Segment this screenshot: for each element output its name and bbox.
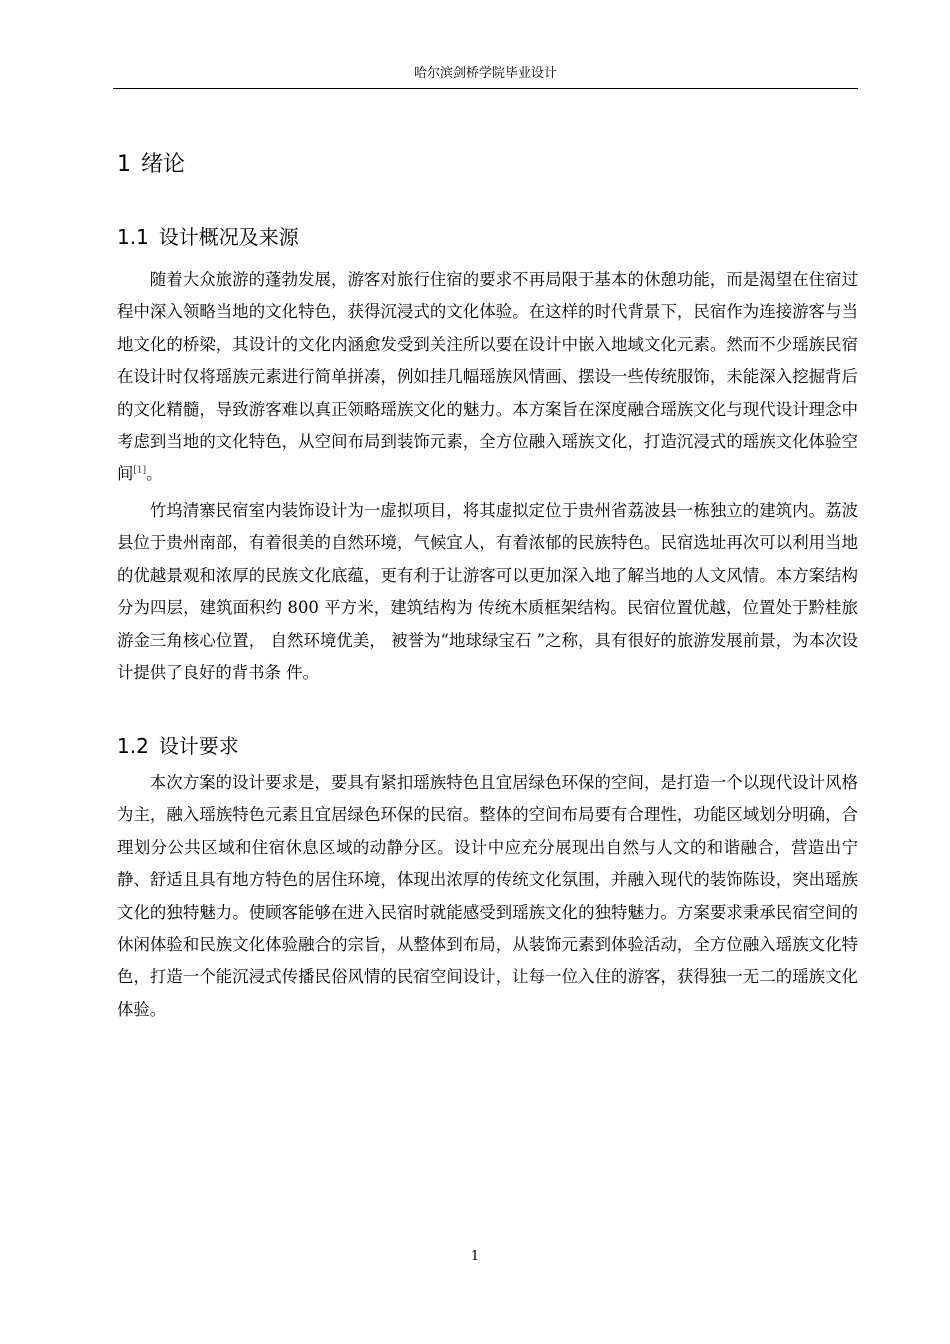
- paragraph-end: 。: [146, 464, 163, 484]
- section-heading-1-1: [117, 222, 299, 252]
- header-rule: [113, 88, 858, 89]
- section-number: 1.2: [117, 734, 149, 758]
- chapter-heading: [117, 148, 185, 182]
- paragraph-text: 随着大众旅游的蓬勃发展，游客对旅行住宿的要求不再局限于基本的休憩功能，而是渴望在住宿过程中深入领略当地的文化特色，获得沉浸式的文化体验。在这样的时代背景下，民宿作为连接游客与当地文化的桥梁，其设计的文化内涵愈发受到关注所以要在设计中嵌入地域文化元素。然而不少瑶族民宿在设计时仅将瑶族元素进行简单拼凑，例如挂几幅瑶族风情画、摆设一些传统服饰，未能深入挖掘背后的文化精髓，导致游客难以真正领略瑶族文化的魅力。本方案旨在深度融合瑶族文化与现代设计理念中考虑到当地的文化特色，从空间布局到装饰元素，全方位融入瑶族文化，打造沉浸式的瑶族文化体验空间: [117, 270, 858, 484]
- section-heading-1-2: [117, 731, 239, 761]
- chapter-number: 1: [117, 152, 131, 177]
- page-header: 哈尔滨剑桥学院毕业设计: [413, 66, 557, 81]
- paragraph: [117, 264, 858, 491]
- citation-marker: [1]: [133, 465, 147, 476]
- section-title: 设计要求: [158, 734, 239, 758]
- paragraph-text: 竹坞清寨民宿室内装饰设计为一虚拟项目，将其虚拟定位于贵州省荔波县一栋独立的建筑内。荔波县位于贵州南部，有着很美的自然环境，气候宜人，有着浓郁的民族特色。民宿选址再次可以利用当地的优越景观和浓厚的民族文化底蕴，更有利于让游客可以更加深入地了解当地的人文风情。本方案结构分为四层，建筑面积约 800 平方米，建筑结构为 传统木质框架结构。民宿位置优越，位置处于黔桂旅游金三角核心位置， 自然环境优美， 被誉为“地球绿宝石 ”之称，具有很好的旅游发展前景，为本次设计提供了良好的背书条 件。: [117, 501, 858, 683]
- section-title: 设计概况及来源: [158, 225, 299, 249]
- page-number: 1: [470, 1249, 480, 1264]
- chapter-title: 绪论: [141, 152, 186, 177]
- paragraph: [117, 495, 858, 689]
- section-number: 1.1: [117, 225, 149, 249]
- paragraph-text: 本次方案的设计要求是，要具有紧扣瑶族特色且宜居绿色环保的空间，是打造一个以现代设计风格为主，融入瑶族特色元素且宜居绿色环保的民宿。整体的空间布局要有合理性，功能区域划分明确，合理划分公共区域和住宿休息区域的动静分区。设计中应充分展现出自然与人文的和谐融合，营造出宁静、舒适且具有地方特色的居住环境，体现出浓厚的传统文化氛围，并融入现代的装饰陈设，突出瑶族文化的独特魅力。使顾客能够在进入民宿时就能感受到瑶族文化的独特魅力。方案要求秉承民宿空间的休闲体验和民族文化体验融合的宗旨，从整体到布局，从装饰元素到体验活动，全方位融入瑶族文化特色，打造一个能沉浸式传播民俗风情的民宿空间设计，让每一位入住的游客，获得独一无二的瑶族文化体验。: [117, 773, 858, 1019]
- paragraph: [117, 767, 858, 1026]
